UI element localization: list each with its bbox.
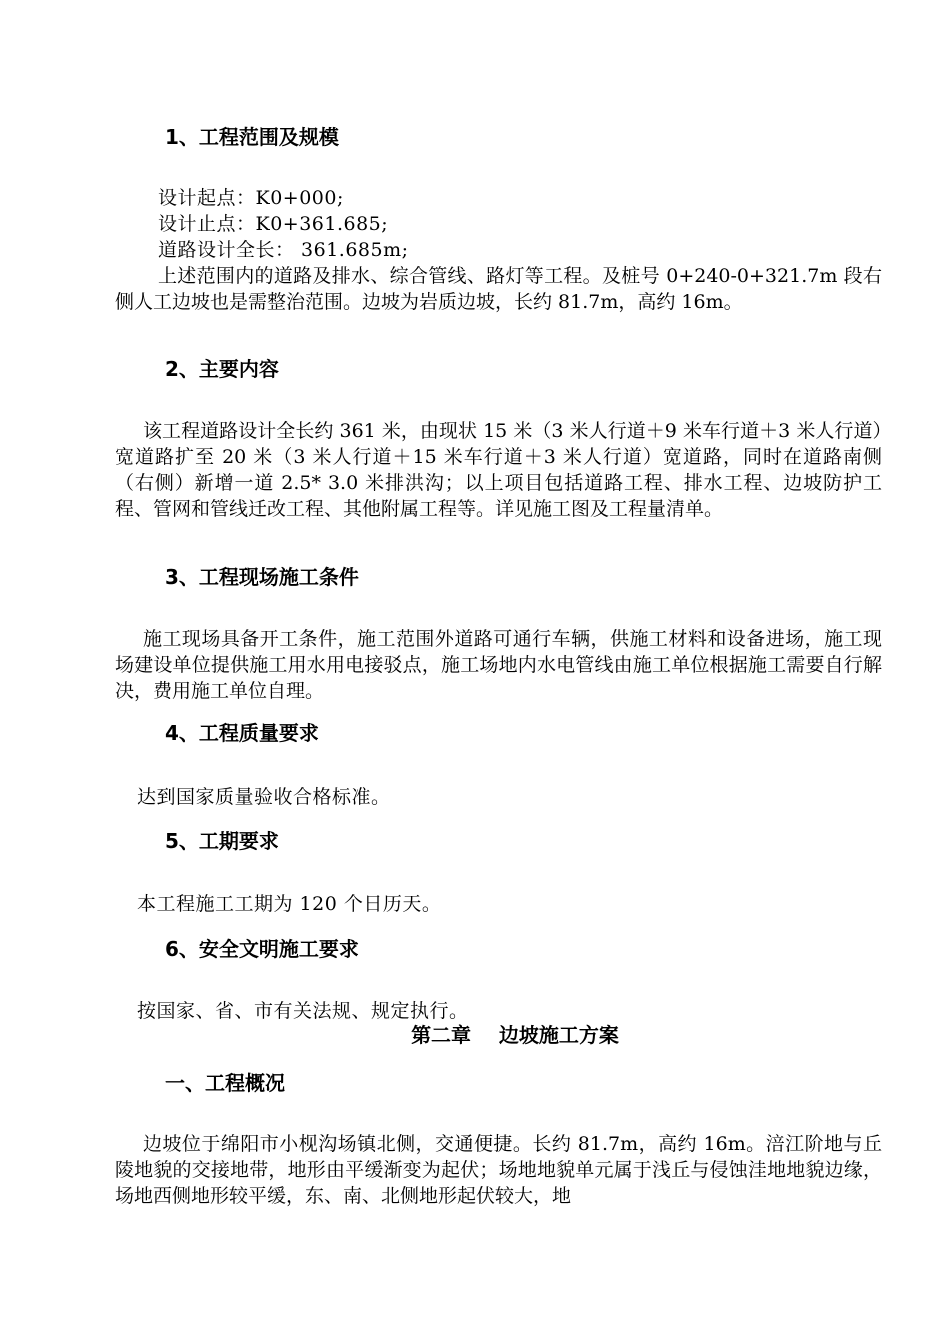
site-conditions-paragraph: 施工现场具备开工条件，施工范围外道路可通行车辆，供施工材料和设备进场，施工现场建设单位提供施工用水用电接驳点，施工场地内水电管线由施工单位根据施工需要自行解决，费用施工单位自理。 <box>115 628 882 702</box>
section-heading-overview: 一、工程概况 <box>165 1071 285 1095</box>
content-paragraph: 该工程道路设计全长约 361 米，由现状 15 米（3 米人行道＋9 米车行道＋3 米人行道）宽道路扩至 20 米（3 米人行道＋15 米车行道＋3 米人行道）宽道路，同时在道路南侧（右侧）新增一道 2.5* 3.0 米排洪沟；以上项目包括道路工程、排水工程、边坡防护工程、管网和管线迁改工程、其他附属工程等。详见施工图及工程量清单。 <box>115 420 882 520</box>
scope-paragraph: 上述范围内的道路及排水、综合管线、路灯等工程。及桩号 0+240-0+321.7m 段右侧人工边坡也是需整治范围。边坡为岩质边坡，长约 81.7m，高约 16m。 <box>115 265 882 313</box>
safety-paragraph: 按国家、省、市有关法规、规定执行。 <box>137 1000 469 1022</box>
schedule-paragraph: 本工程施工工期为 120 个日历天。 <box>137 893 442 915</box>
chapter-title: 第二章 边坡施工方案 <box>411 1023 619 1047</box>
section-heading-site-conditions: 3、工程现场施工条件 <box>165 565 359 589</box>
section-heading-scope: 1、工程范围及规模 <box>165 125 339 149</box>
section-heading-schedule: 5、工期要求 <box>165 829 279 853</box>
design-start-line: 设计起点：K0+000; <box>158 187 344 209</box>
overview-paragraph: 边坡位于绵阳市小枧沟场镇北侧，交通便捷。长约 81.7m，高约 16m。涪江阶地与丘陵地貌的交接地带，地形由平缓渐变为起伏；场地地貌单元属于浅丘与侵蚀洼地地貌边缘，场地西侧地形较平缓，东、南、北侧地形起伏较大，地 <box>115 1133 882 1207</box>
section-heading-quality: 4、工程质量要求 <box>165 721 319 745</box>
section-heading-content: 2、主要内容 <box>165 357 279 381</box>
design-end-line: 设计止点：K0+361.685; <box>158 213 389 235</box>
quality-paragraph: 达到国家质量验收合格标准。 <box>137 786 391 808</box>
design-length-line: 道路设计全长： 361.685m; <box>158 239 409 261</box>
section-heading-safety: 6、安全文明施工要求 <box>165 937 359 961</box>
